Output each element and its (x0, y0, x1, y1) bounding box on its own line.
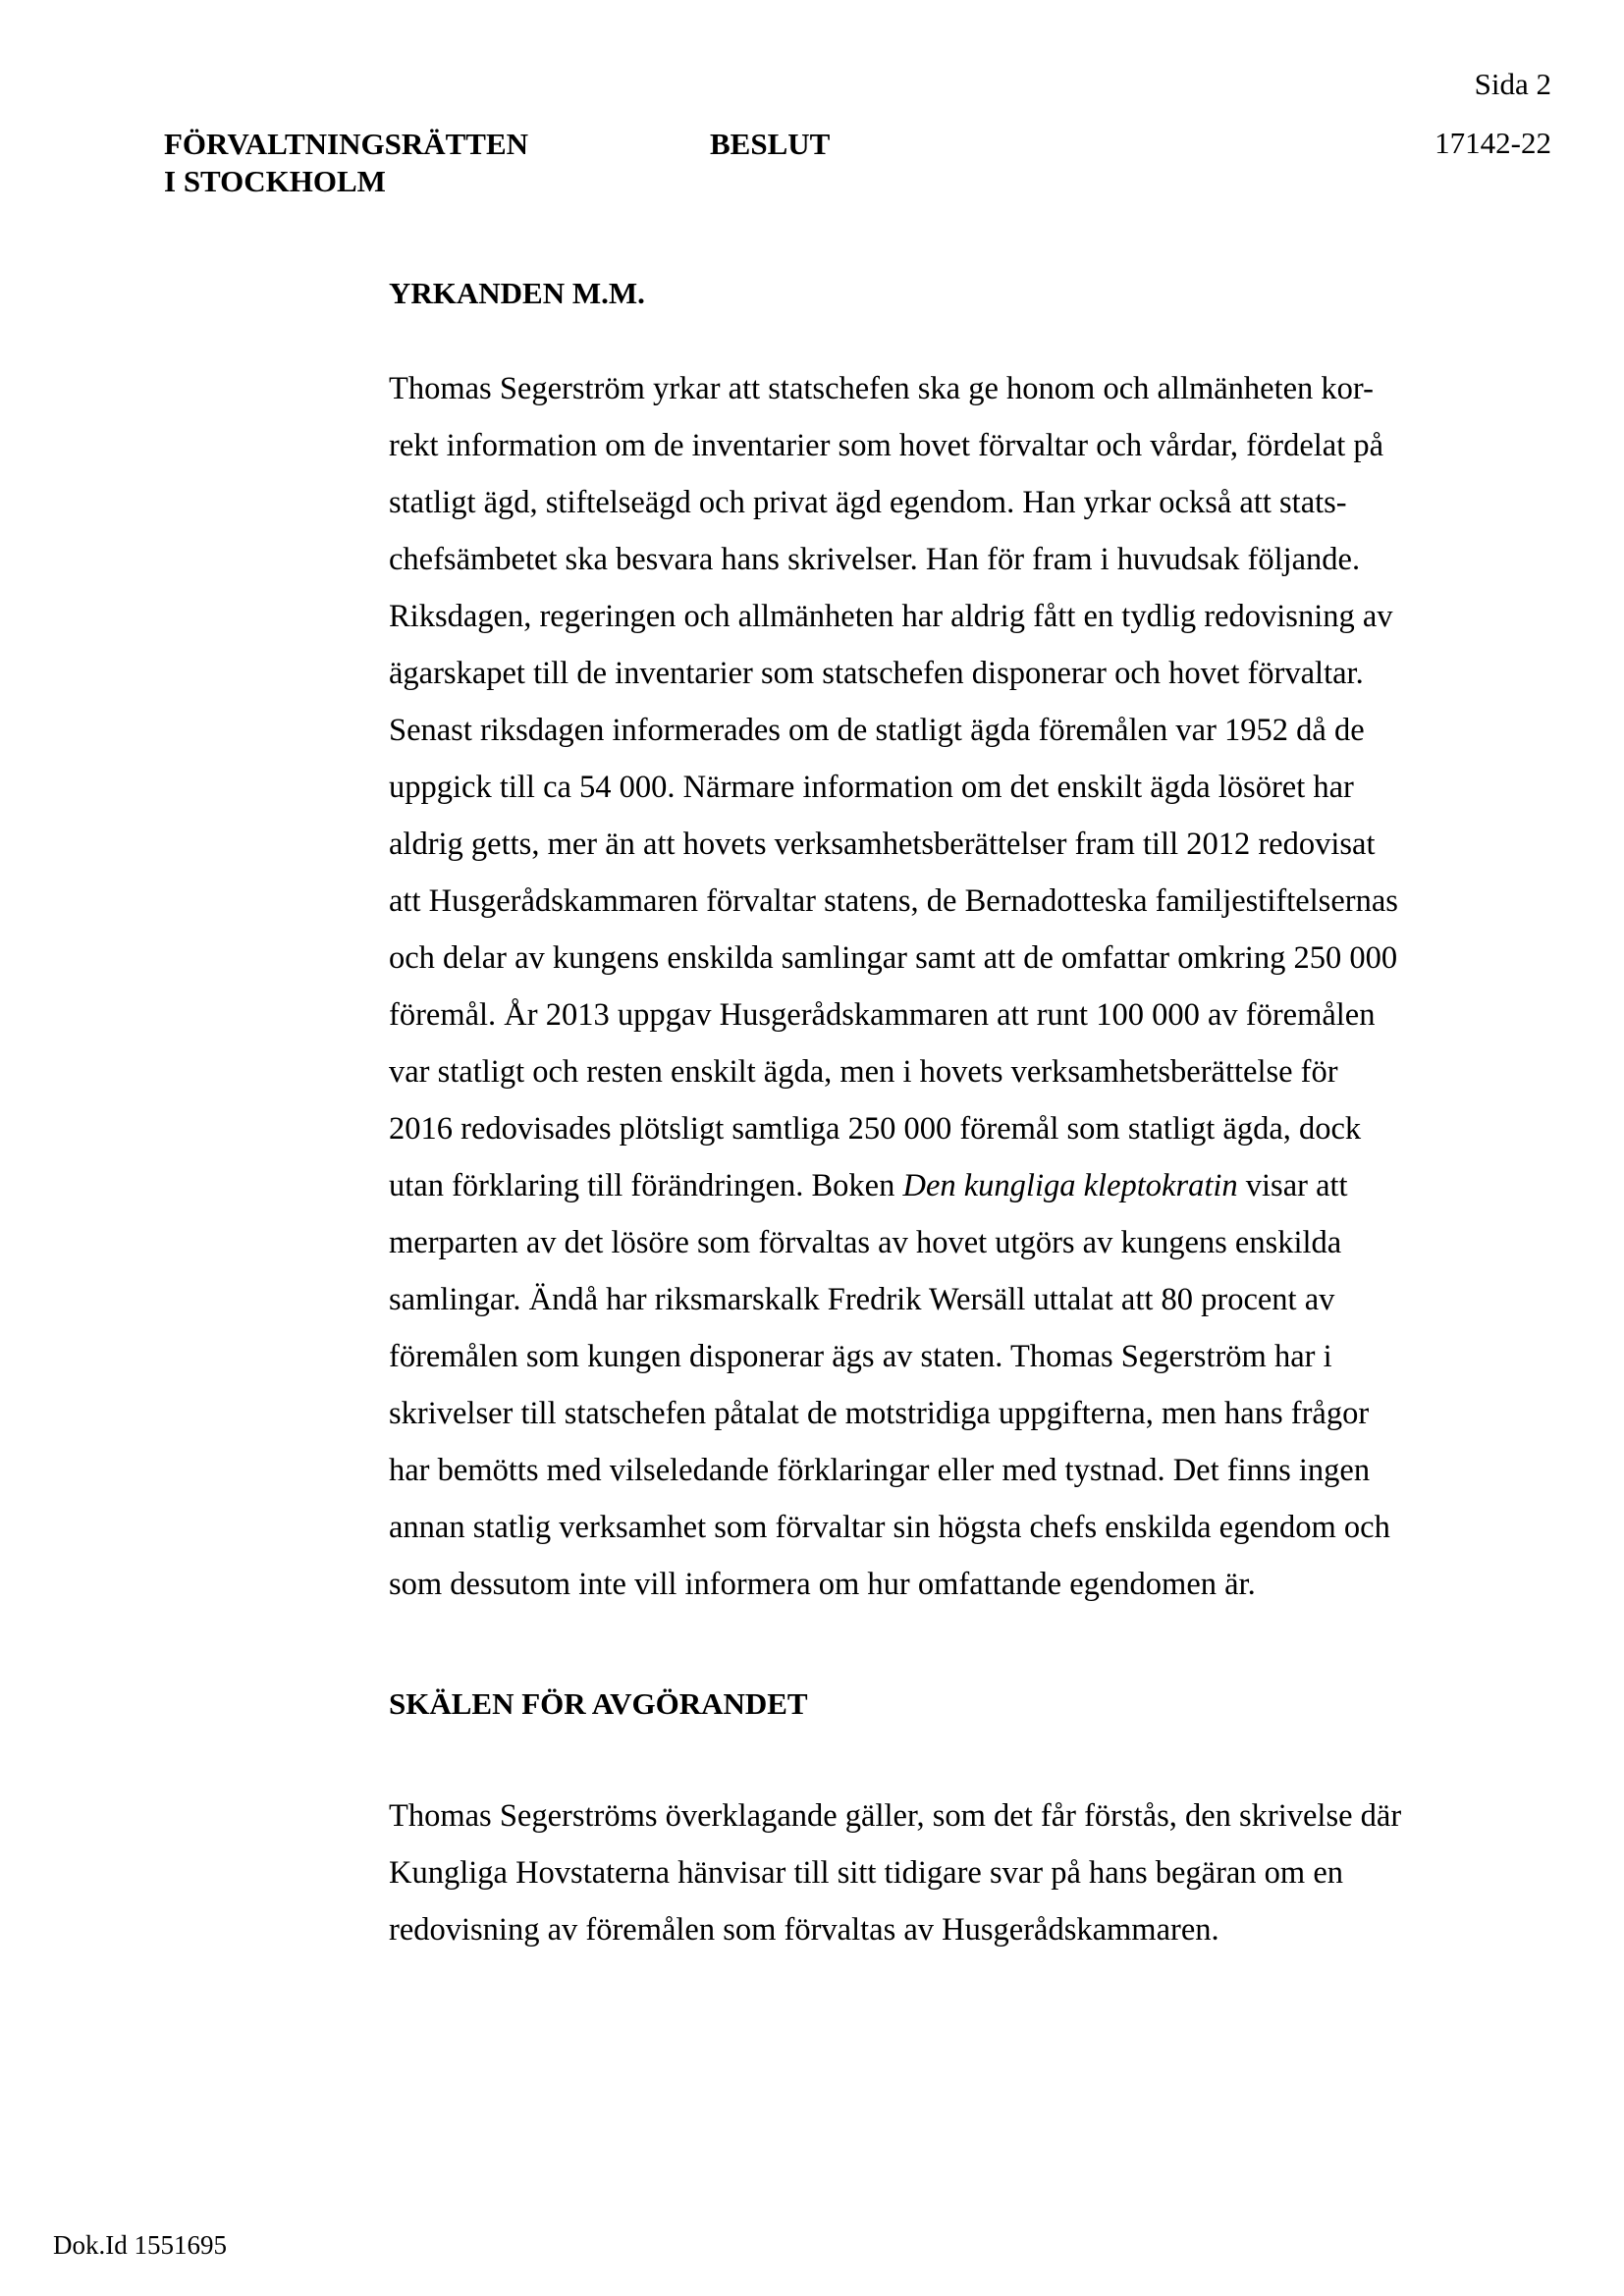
body-line: Kungliga Hovstaterna hänvisar till sitt tidigare svar på hans begäran om en (389, 1855, 1344, 1891)
court-name-line-1: FÖRVALTNINGSRÄTTEN (164, 127, 529, 161)
body-line: annan statlig verksamhet som förvaltar sin högsta chefs enskilda egendom och (389, 1510, 1390, 1545)
body-line (389, 1170, 1348, 1202)
body-line: Thomas Segerström yrkar att statschefen ska ge honom och allmänheten kor- (389, 371, 1374, 406)
body-text: visar att (1237, 1168, 1348, 1203)
body-text: utan förklaring till förändringen. Boken (389, 1168, 903, 1203)
body-line: samlingar. Ändå har riksmarskalk Fredrik Wersäll uttalat att 80 procent av (389, 1282, 1335, 1317)
body-line: ägarskapet till de inventarier som statschefen disponerar och hovet förvaltar. (389, 656, 1364, 691)
book-title: Den kungliga kleptokratin (902, 1168, 1238, 1203)
body-line: 2016 redovisades plötsligt samtliga 250 000 föremål som statligt ägda, dock (389, 1111, 1362, 1147)
body-line: föremålen som kungen disponerar ägs av staten. Thomas Segerström har i (389, 1339, 1332, 1374)
page-number: Sida 2 (1474, 67, 1551, 101)
body-line: rekt information om de inventarier som hovet förvaltar och vårdar, fördelat på (389, 428, 1384, 463)
body-line: och delar av kungens enskilda samlingar samt att de omfattar omkring 250 000 (389, 940, 1398, 976)
body-line: att Husgerådskammaren förvaltar statens, de Bernadotteska familjestiftelsernas (389, 883, 1398, 919)
document-id: Dok.Id 1551695 (53, 2230, 227, 2260)
body-line: var statligt och resten enskilt ägda, men i hovets verksamhetsberättelse för (389, 1054, 1338, 1090)
body-line: har bemötts med vilseledande förklaringar eller med tystnad. Det finns ingen (389, 1453, 1371, 1488)
body-line: föremål. År 2013 uppgav Husgerådskammaren att runt 100 000 av föremålen (389, 997, 1376, 1033)
body-line: som dessutom inte vill informera om hur omfattande egendomen är. (389, 1567, 1256, 1602)
section-heading-claims: YRKANDEN M.M. (389, 276, 645, 310)
court-name-line-2: I STOCKHOLM (164, 164, 386, 198)
body-line: statligt ägd, stiftelseägd och privat ägd egendom. Han yrkar också att stats- (389, 485, 1347, 520)
body-line: aldrig getts, mer än att hovets verksamhetsberättelser fram till 2012 redovisat (389, 827, 1376, 862)
body-line: chefsämbetet ska besvara hans skrivelser. Han för fram i huvudsak följande. (389, 542, 1361, 577)
body-line: Thomas Segerströms överklagande gäller, som det får förstås, den skrivelse där (389, 1798, 1402, 1834)
body-line: Senast riksdagen informerades om de statligt ägda föremålen var 1952 då de (389, 713, 1365, 748)
case-number: 17142-22 (1435, 126, 1551, 160)
body-line: skrivelser till statschefen påtalat de motstridiga uppgifterna, men hans frågor (389, 1396, 1370, 1431)
body-line: Riksdagen, regeringen och allmänheten har aldrig fått en tydlig redovisning av (389, 599, 1393, 634)
section-heading-reasons: SKÄLEN FÖR AVGÖRANDET (389, 1686, 808, 1721)
document-type: BESLUT (710, 127, 831, 161)
body-line: redovisning av föremålen som förvaltas av Husgerådskammaren. (389, 1912, 1219, 1948)
body-line: merparten av det lösöre som förvaltas av hovet utgörs av kungens enskilda (389, 1225, 1342, 1260)
body-line: uppgick till ca 54 000. Närmare information om det enskilt ägda lösöret har (389, 770, 1354, 805)
